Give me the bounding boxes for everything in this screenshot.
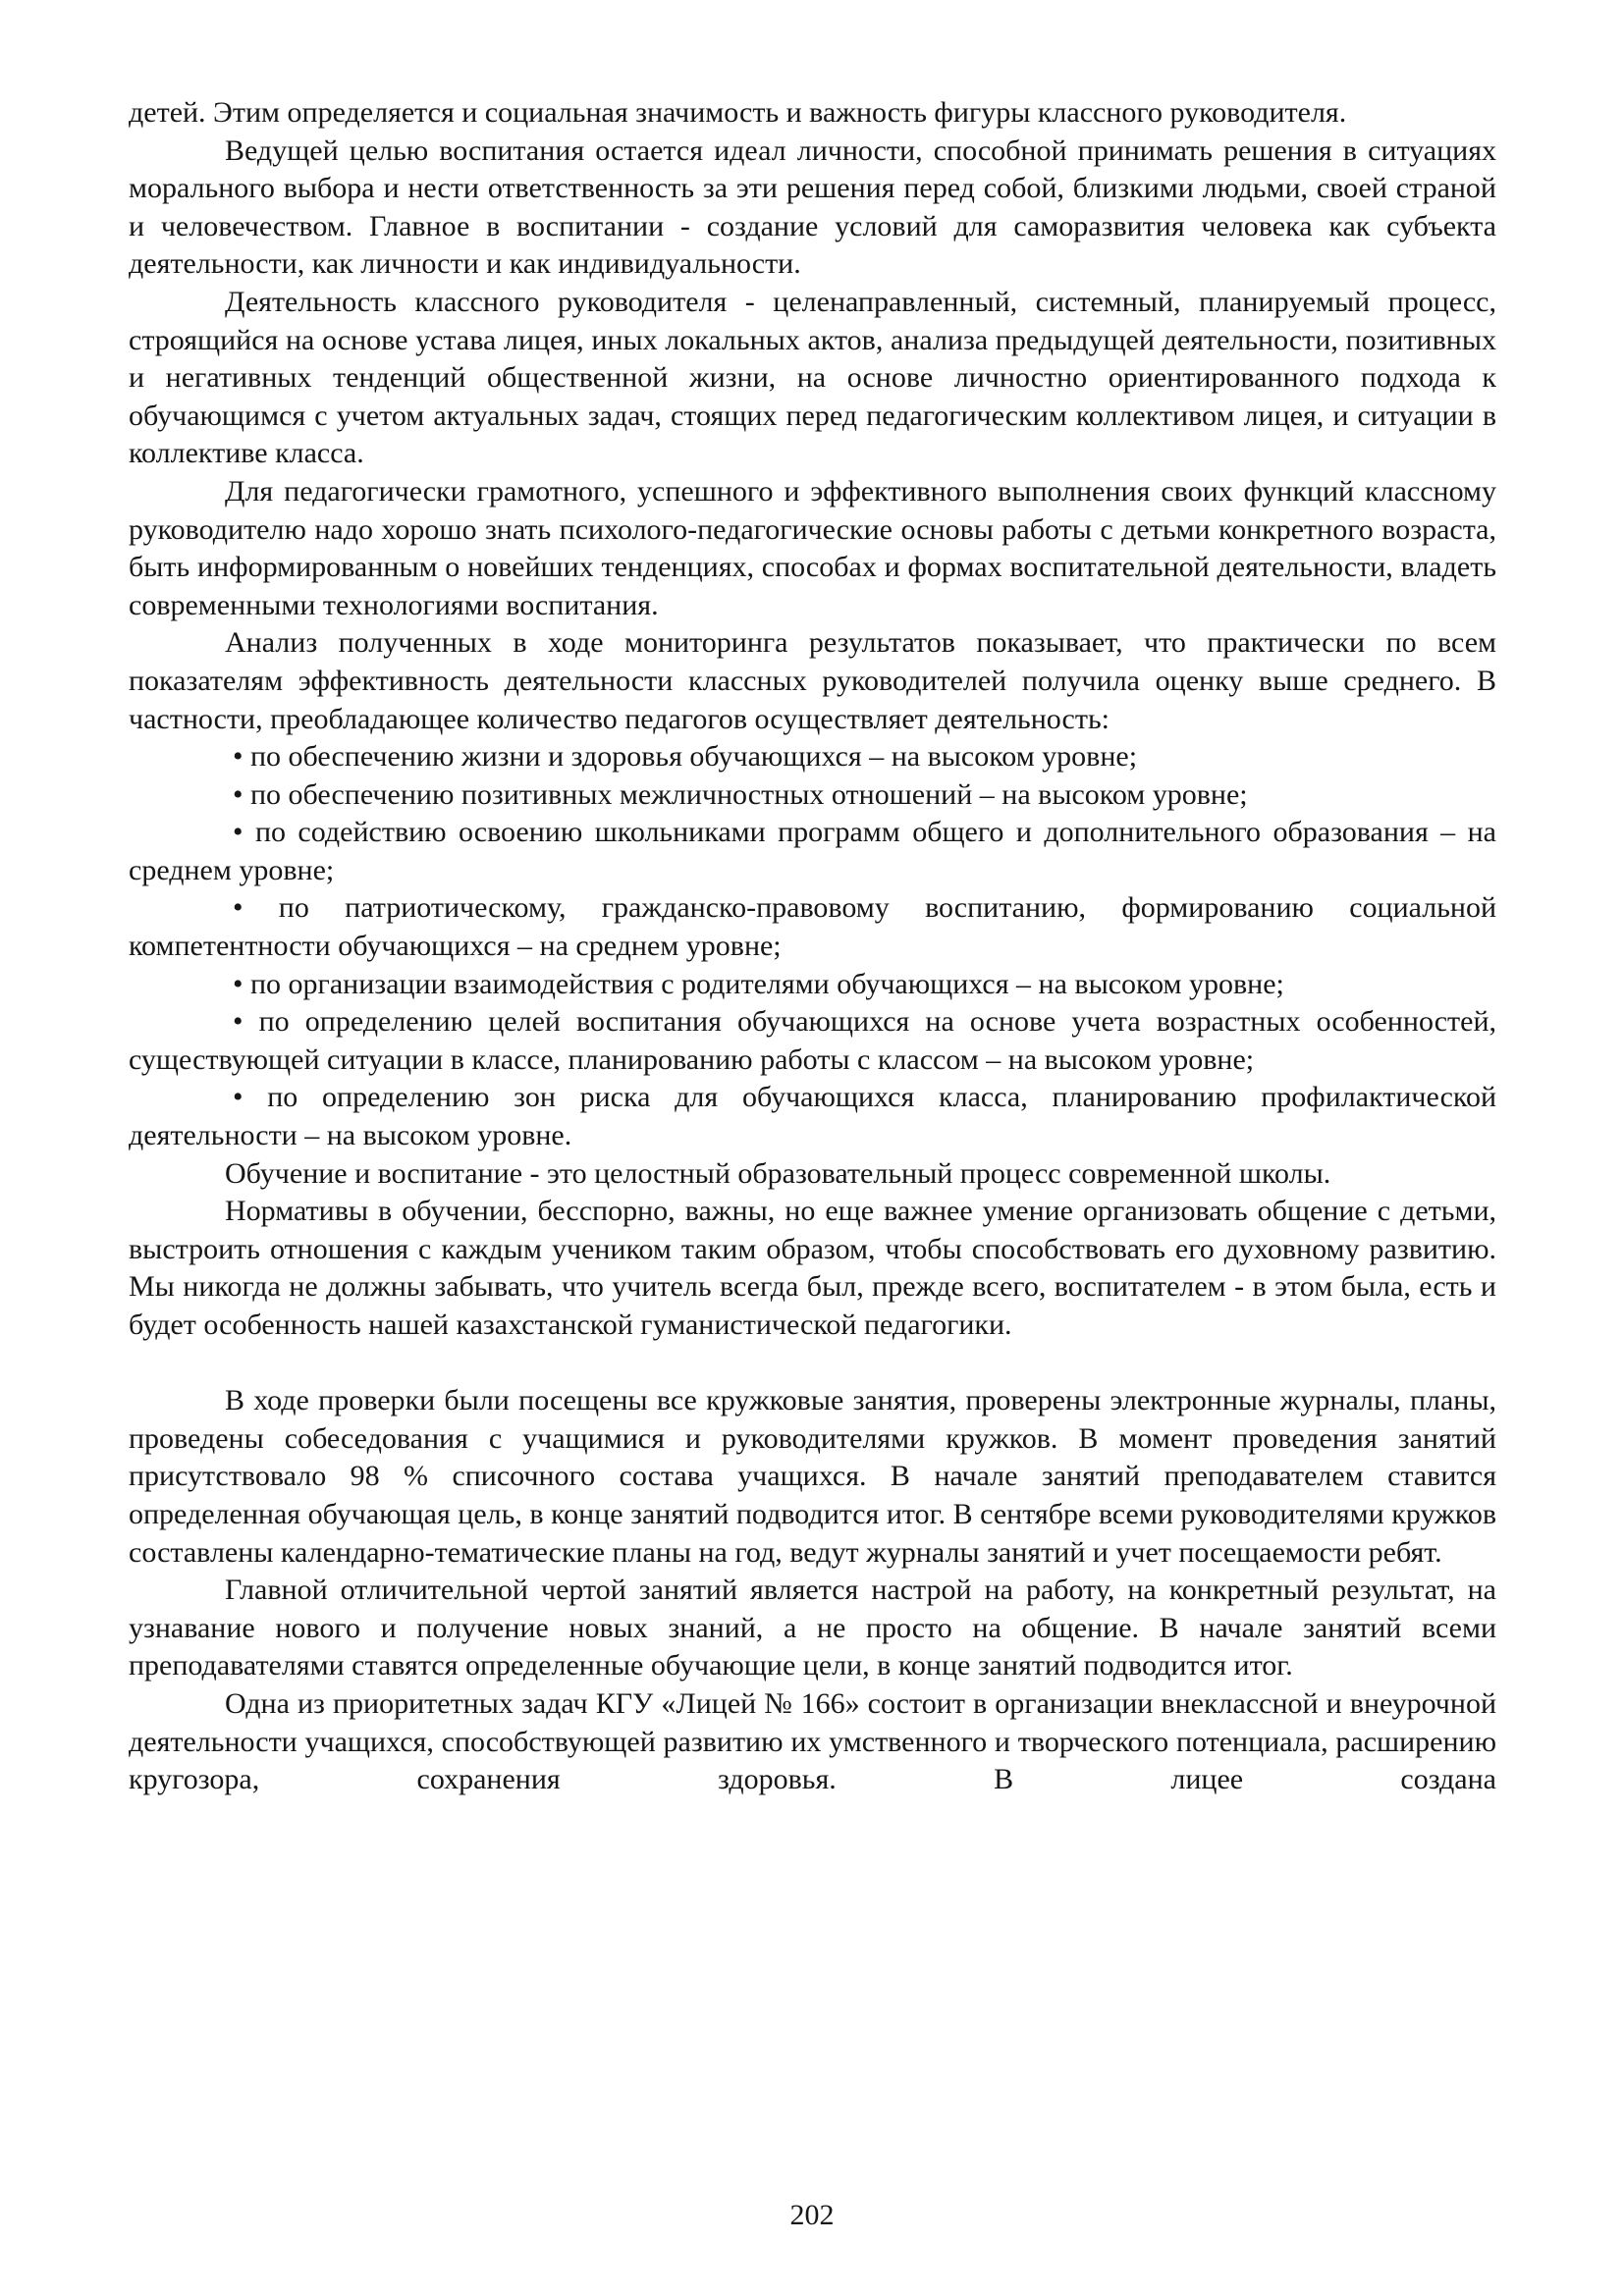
paragraph: Деятельность классного руководителя - целенаправленный, системный, планируемый процесс, строящийся на основе устава лицея, иных локальных актов, анализа предыдущей деятельности, позитивных и негативных тенденций общественной жизни, на основе личностно ориентированного подхода к обучающимся с учетом актуальных задач, стоящих перед педагогическим коллективом лицея, и ситуации в коллективе класса. — [129, 285, 1496, 470]
paragraph: Одна из приоритетных задач КГУ «Лицей № 166» состоит в организации внеклассной и внеурочной деятельности учащихся, способствующей развитию их умственного и творческого потенциала, расширению кругозора, сохранения здоровья. В лицее создана — [129, 1686, 1496, 1796]
bullet-item: • по обеспечению позитивных межличностных отношений – на высоком уровне; — [233, 777, 1248, 811]
paragraph: Обучение и воспитание - это целостный образовательный процесс современной школы. — [225, 1156, 1331, 1190]
paragraph: Анализ полученных в ходе мониторинга результатов показывает, что практически по всем показателям эффективность деятельности классных руководителей получила оценку выше среднего. В частности, преобладающее количество педагогов осуществляет деятельность: — [129, 626, 1496, 735]
bullet-item: • по обеспечению жизни и здоровья обучающихся – на высоком уровне; — [233, 740, 1138, 774]
bullet-item: • по определению целей воспитания обучающихся на основе учета возрастных особенностей, существующей ситуации в классе, планированию работы с классом – на высоком уровне; — [129, 1005, 1496, 1076]
paragraph: Нормативы в обучении, бесспорно, важны, но еще важнее умение организовать общение с детьми, выстроить отношения с каждым учеником таким образом, чтобы способствовать его духовному развитию. Мы никогда не должны забывать, что учитель всегда был, прежде всего, воспитателем - в этом была, есть и будет особенность нашей казахстанской гуманистической педагогики. — [129, 1195, 1496, 1341]
bullet-item: • по содействию освоению школьниками программ общего и дополнительного образования – на среднем уровне; — [129, 816, 1496, 886]
paragraph: Для педагогически грамотного, успешного и эффективного выполнения своих функций классному руководителю надо хорошо знать психолого-педагогические основы работы с детьми конкретного возраста, быть информированным о новейших тенденциях, способах и формах воспитательной деятельности, владеть современными технологиями воспитания. — [129, 474, 1496, 621]
paragraph: Ведущей целью воспитания остается идеал личности, способной принимать решения в ситуациях морального выбора и нести ответственность за эти решения перед собой, близкими людьми, своей страной и человечеством. Главное в воспитании - создание условий для саморазвития человека как субъекта деятельности, как личности и как индивидуальности. — [129, 133, 1496, 281]
bullet-item: • по патриотическому, гражданско-правовому воспитанию, формированию социальной компетентности обучающихся – на среднем уровне; — [129, 891, 1496, 963]
page-number: 202 — [789, 2199, 835, 2232]
paragraph-continuation: детей. Этим определяется и социальная значимость и важность фигуры классного руководителя. — [129, 96, 1347, 129]
bullet-item: • по определению зон риска для обучающихся класса, планированию профилактической деятельности – на высоком уровне. — [129, 1081, 1496, 1152]
paragraph: В ходе проверки были посещены все кружковые занятия, проверены электронные журналы, планы, проведены собеседования с учащимися и руководителями кружков. В момент проведения занятий присутствовало 98 % списочного состава учащихся. В начале занятий преподавателем ставится определенная обучающая цель, в конце занятий подводится итог. В сентябре всеми руководителями кружков составлены календарно-тематические планы на год, ведут журналы занятий и учет посещаемости ребят. — [129, 1384, 1496, 1569]
paragraph: Главной отличительной чертой занятий является настрой на работу, на конкретный результат, на узнавание нового и получение новых знаний, а не просто на общение. В начале занятий всеми преподавателями ставятся определенные обучающие цели, в конце занятий подводится итог. — [129, 1574, 1496, 1682]
bullet-item: • по организации взаимодействия с родителями обучающихся – на высоком уровне; — [233, 967, 1284, 1000]
